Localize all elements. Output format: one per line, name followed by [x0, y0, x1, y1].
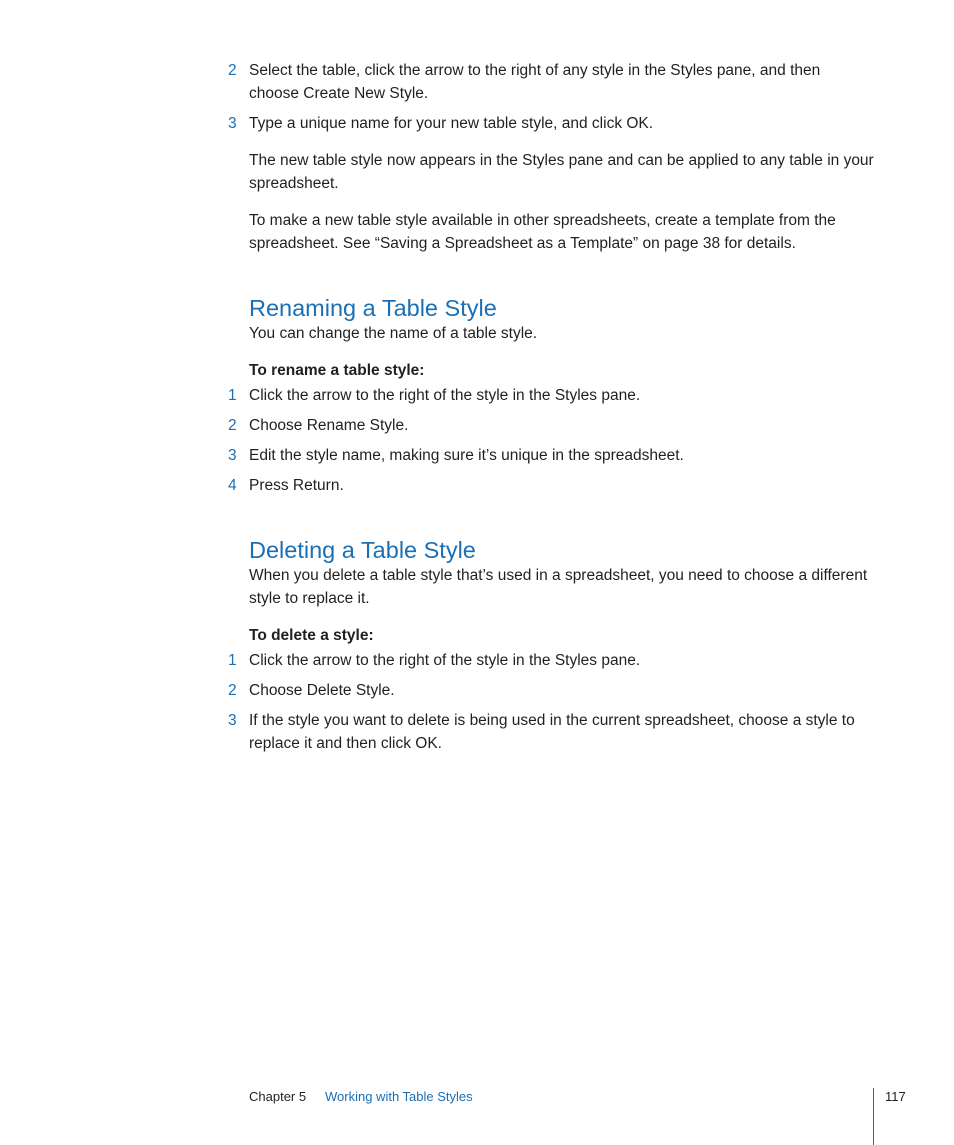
section-intro: When you delete a table style that’s used in a spreadsheet, you need to choose a different style to replace it. [249, 567, 868, 607]
step-text: If the style you want to delete is being used in the current spreadsheet, choose a style to replace it and then click OK. [249, 712, 855, 752]
step-text: Edit the style name, making sure it’s unique in the spreadsheet. [249, 447, 684, 464]
step-number: 3 [228, 115, 237, 132]
step-text: Press Return. [249, 477, 344, 494]
footer-chapter-title: Working with Table Styles [325, 1089, 473, 1104]
body-paragraph: The new table style now appears in the Styles pane and can be applied to any table in your spreadsheet. [249, 152, 874, 192]
step-number: 1 [228, 387, 237, 404]
footer-chapter: Chapter 5 [249, 1089, 307, 1104]
step-number: 3 [228, 712, 237, 729]
step-number: 2 [228, 682, 237, 699]
step-text: Choose Delete Style. [249, 682, 395, 699]
step-text: Choose Rename Style. [249, 417, 409, 434]
step-text: Click the arrow to the right of the style in the Styles pane. [249, 387, 641, 404]
task-heading: To rename a table style: [249, 362, 425, 379]
task-heading: To delete a style: [249, 627, 374, 644]
step-text: Select the table, click the arrow to the right of any style in the Styles pane, and then choose Create New Style. [249, 62, 821, 102]
step-number: 2 [228, 417, 237, 434]
step-text: Type a unique name for your new table style, and click OK. [249, 115, 654, 132]
section-heading-renaming: Renaming a Table Style [249, 295, 497, 321]
step-number: 1 [228, 652, 237, 669]
body-paragraph: To make a new table style available in other spreadsheets, create a template from the spreadsheet. See “Saving a Spreadsheet as a Template” on page 38 for details. [249, 212, 836, 252]
step-number: 3 [228, 447, 237, 464]
page-number: 117 [885, 1089, 906, 1104]
step-text: Click the arrow to the right of the style in the Styles pane. [249, 652, 641, 669]
step-number: 4 [228, 477, 237, 494]
section-heading-deleting: Deleting a Table Style [249, 537, 476, 563]
step-number: 2 [228, 62, 237, 79]
section-intro: You can change the name of a table style. [249, 325, 538, 342]
footer-divider [873, 1088, 874, 1145]
